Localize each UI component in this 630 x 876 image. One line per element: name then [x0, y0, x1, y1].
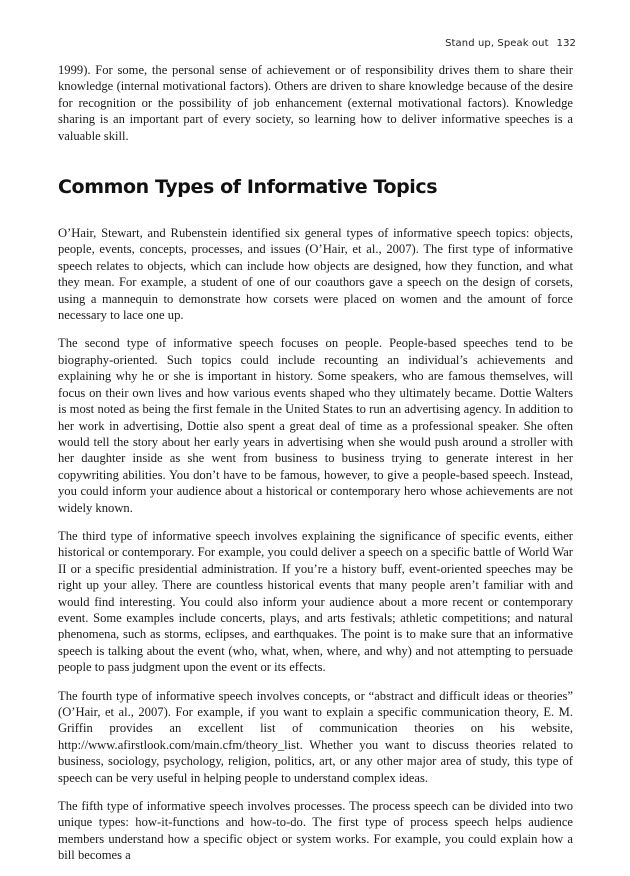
paragraph-people: The second type of informative speech focuses on people. People-based speeches tend to be biography-oriented. Such topics could include recounting an individual’s achievements and explaining why he or she is important in history. Some speakers, who are famous themselves, will focus on their own lives and how various events shaped who they ultimately became. Dottie Walters is most noted as being the first female in the United States to run an advertising agency. In addition to her work in advertising, Dottie also spent a great deal of time as a professional speaker. She often would tell the story about her early years in advertising when she would push around a stroller with her daughter inside as she went from business to business trying to generate interest in her copywriting abilities. You don’t have to be famous, however, to give a people-based speech. Instead, you could inform your audience about a historical or contemporary hero whose achievements are not widely known. — [58, 336, 573, 515]
paragraph-processes: The fifth type of informative speech involves processes. The process speech can be divided into two unique types: how-it-functions and how-to-do. The first type of process speech helps audience members understand how a specific object or system works. For example, you could explain how a bill becomes a — [58, 799, 573, 863]
running-header — [445, 38, 576, 49]
paragraph-events: The third type of informative speech involves explaining the significance of specific events, either historical or contemporary. For example, you could deliver a speech on a specific battle of World War II or a specific presidential administration. If you’re a history buff, event-oriented speeches may be right up your alley. There are countless historical events that many people aren’t familiar with and would find interesting. You could also inform your audience about a more recent or contemporary event. Some examples include concerts, plays, and arts festivals; athletic competitions; and natural phenomena, such as storms, eclipses, and earthquakes. The point is to make sure that an informative speech is talking about the event (who, what, when, where, and why) and not attempting to persuade people to pass judgment upon the event or its effects. — [58, 528, 573, 675]
section-heading: Common Types of Informative Topics — [58, 176, 438, 199]
running-title: Stand up, Speak out — [445, 38, 549, 49]
paragraph-objects: O’Hair, Stewart, and Rubenstein identified six general types of informative speech topics: objects, people, events, concepts, processes, and issues (O’Hair, et al., 2007). The first type of informative speech relates to objects, which can include how objects are designed, how they function, and what they mean. For example, a student of one of our coauthors gave a speech on the design of corsets, using a mannequin to demonstrate how corsets were placed on women and the amount of force necessary to lace one up. — [58, 226, 573, 323]
page-body — [58, 62, 573, 876]
paragraph-concepts: The fourth type of informative speech involves concepts, or “abstract and difficult ideas or theories” (O’Hair, et al., 2007). For example, if you want to explain a specific communication theory, E. M. Griffin provides an excellent list of communication theories on his website, http://www.afirstlook.com/main.cfm/theory_list. Whether you want to discuss theories related to business, sociology, psychology, religion, politics, art, or any other major area of study, this type of speech can be very useful in helping people to understand complex ideas. — [58, 688, 573, 785]
paragraph-continued: 1999). For some, the personal sense of achievement or of responsibility drives them to share their knowledge (internal motivational factors). Others are driven to share knowledge because of the desire for recognition or the possibility of job enhancement (external motivational factors). Knowledge sharing is an important part of every society, so learning how to deliver informative speeches is a valuable skill. — [58, 63, 573, 143]
page-number: 132 — [556, 38, 576, 49]
